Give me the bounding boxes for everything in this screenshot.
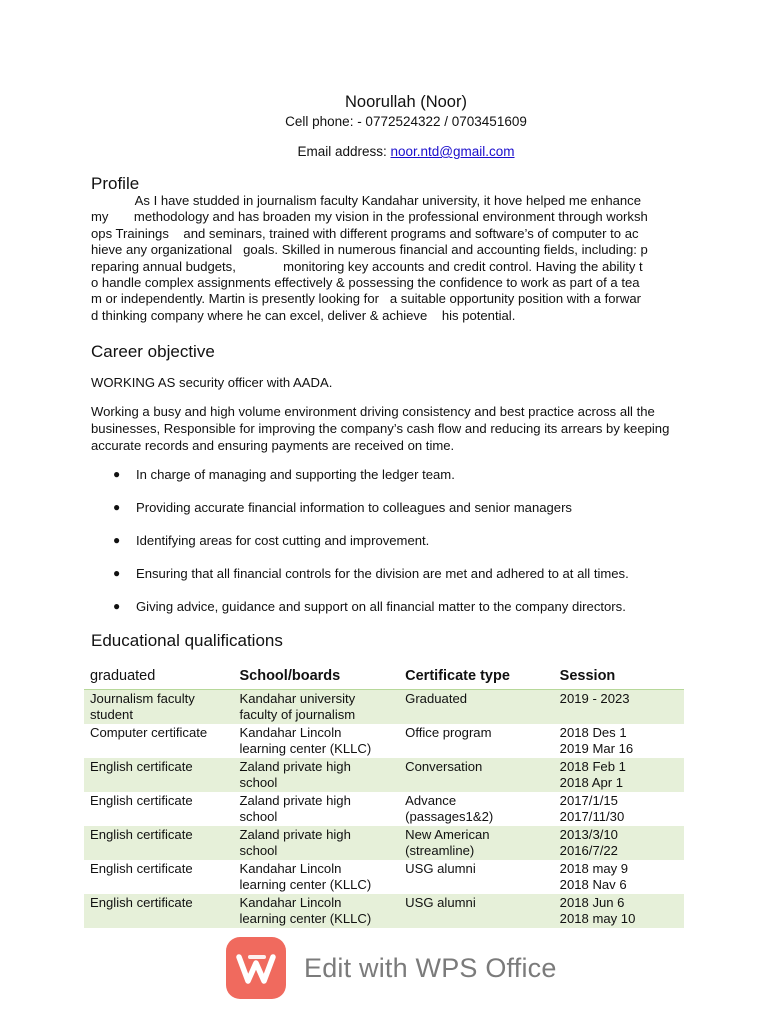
table-row [84,894,684,928]
table-row [84,758,684,792]
table-cell: Journalism faculty student [84,690,233,725]
table-row [84,826,684,860]
table-cell: New American (streamline) [399,826,554,860]
table-cell: Kandahar Lincoln learning center (KLLC) [233,894,399,928]
bullet-item [91,499,711,532]
table-cell: 2018 may 9 2018 Nav 6 [559,861,629,892]
bullet-item [91,466,711,499]
column-header-school: School/boards [233,666,399,690]
email-link[interactable]: noor.ntd@gmail.com [390,144,515,159]
table-row [84,690,684,725]
wps-w-icon [226,937,286,999]
table-cell: 2013/3/10 2016/7/22 [554,826,684,860]
bullet-icon: ● [113,599,121,613]
bullet-text: Giving advice, guidance and support on all financial matter to the company directors. [136,599,626,614]
table-cell: English certificate [90,861,193,876]
bullet-text: Identifying areas for cost cutting and improvement. [136,533,430,548]
bullet-item [91,532,711,565]
education-table-body [84,690,684,929]
table-row [84,724,684,758]
table-cell: USG alumni [399,894,554,928]
profile-text: As I have studded in journalism faculty Kandahar university, it hove helped me enhance my methodology and has broaden my vision in the professional environment through worksh ops Trainings and seminars, trained with different programs and software’s of computer to ac hieve any organizational goals. Skilled in numerous financial and accounting fields, including: p reparing annual budgets, monitoring key accounts and credit control. Having the ability t o handle complex assignments effectively & possessing the confidence to work as part of a tea m or independently. Martin is presently looking for a suitable opportunity position with a forwar d thinking company where he can excel, deliver & achieve his potential. [91,193,648,323]
table-cell: 2018 Des 1 2019 Mar 16 [559,725,634,756]
profile-heading: Profile [91,174,140,193]
column-header-certificate: Certificate type [399,666,554,690]
wps-edit-text: Edit with WPS Office [304,952,557,983]
table-cell: Graduated [399,690,554,725]
applicant-name: Noorullah (Noor) [345,93,467,111]
column-header-graduated: graduated [84,666,233,690]
wps-logo-icon [226,937,286,999]
table-header-row [84,666,684,690]
table-cell: 2018 Jun 6 2018 may 10 [554,894,684,928]
bullet-text: Providing accurate financial information to colleagues and senior managers [136,500,572,515]
table-cell: English certificate [84,758,233,792]
bullet-text: Ensuring that all financial controls for the division are met and adhered to at all times. [136,566,629,581]
table-cell: English certificate [84,894,233,928]
table-cell: Advance (passages1&2) [405,793,494,824]
table-cell: 2019 - 2023 [554,690,684,725]
column-header-session: Session [554,666,684,690]
education-table [84,666,684,928]
table-row [84,860,684,894]
career-objective-heading: Career objective [91,342,215,361]
bullet-item [91,565,711,598]
table-cell: 2017/1/15 2017/11/30 [559,793,625,824]
table-cell: 2018 Feb 1 2018 Apr 1 [554,758,684,792]
table-cell: Computer certificate [90,725,208,740]
table-row [84,792,684,826]
career-description: Working a busy and high volume environment driving consistency and best practice across all the businesses, Responsible for improving the company’s cash flow and reducing its arrears by keeping accurate records and ensuring payments are received on time. [91,404,670,453]
table-cell: Conversation [399,758,554,792]
education-heading: Educational qualifications [91,631,283,650]
table-cell: Zaland private high school [233,826,399,860]
table-cell: Office program [405,725,492,740]
career-bullet-list [91,466,711,631]
phone-line: Cell phone: - 0772524322 / 0703451609 [285,114,527,129]
table-cell: Zaland private high school [233,758,399,792]
career-current-role: WORKING AS security officer with AADA. [91,375,333,390]
table-cell: English certificate [90,793,193,808]
table-cell: Kandahar Lincoln learning center (KLLC) [239,725,372,756]
table-cell: Kandahar Lincoln learning center (KLLC) [239,861,372,892]
bullet-icon: ● [113,467,121,481]
bullet-item [91,598,711,631]
table-cell: Kandahar university faculty of journalism [233,690,399,725]
email-label: Email address: [297,144,391,159]
wps-watermark[interactable] [226,936,557,1000]
bullet-text: In charge of managing and supporting the ledger team. [136,467,455,482]
table-cell: Zaland private high school [239,793,351,824]
bullet-icon: ● [113,500,121,514]
bullet-icon: ● [113,533,121,547]
table-cell: English certificate [84,826,233,860]
bullet-icon: ● [113,566,121,580]
table-cell: USG alumni [405,861,476,876]
email-line [0,144,768,159]
